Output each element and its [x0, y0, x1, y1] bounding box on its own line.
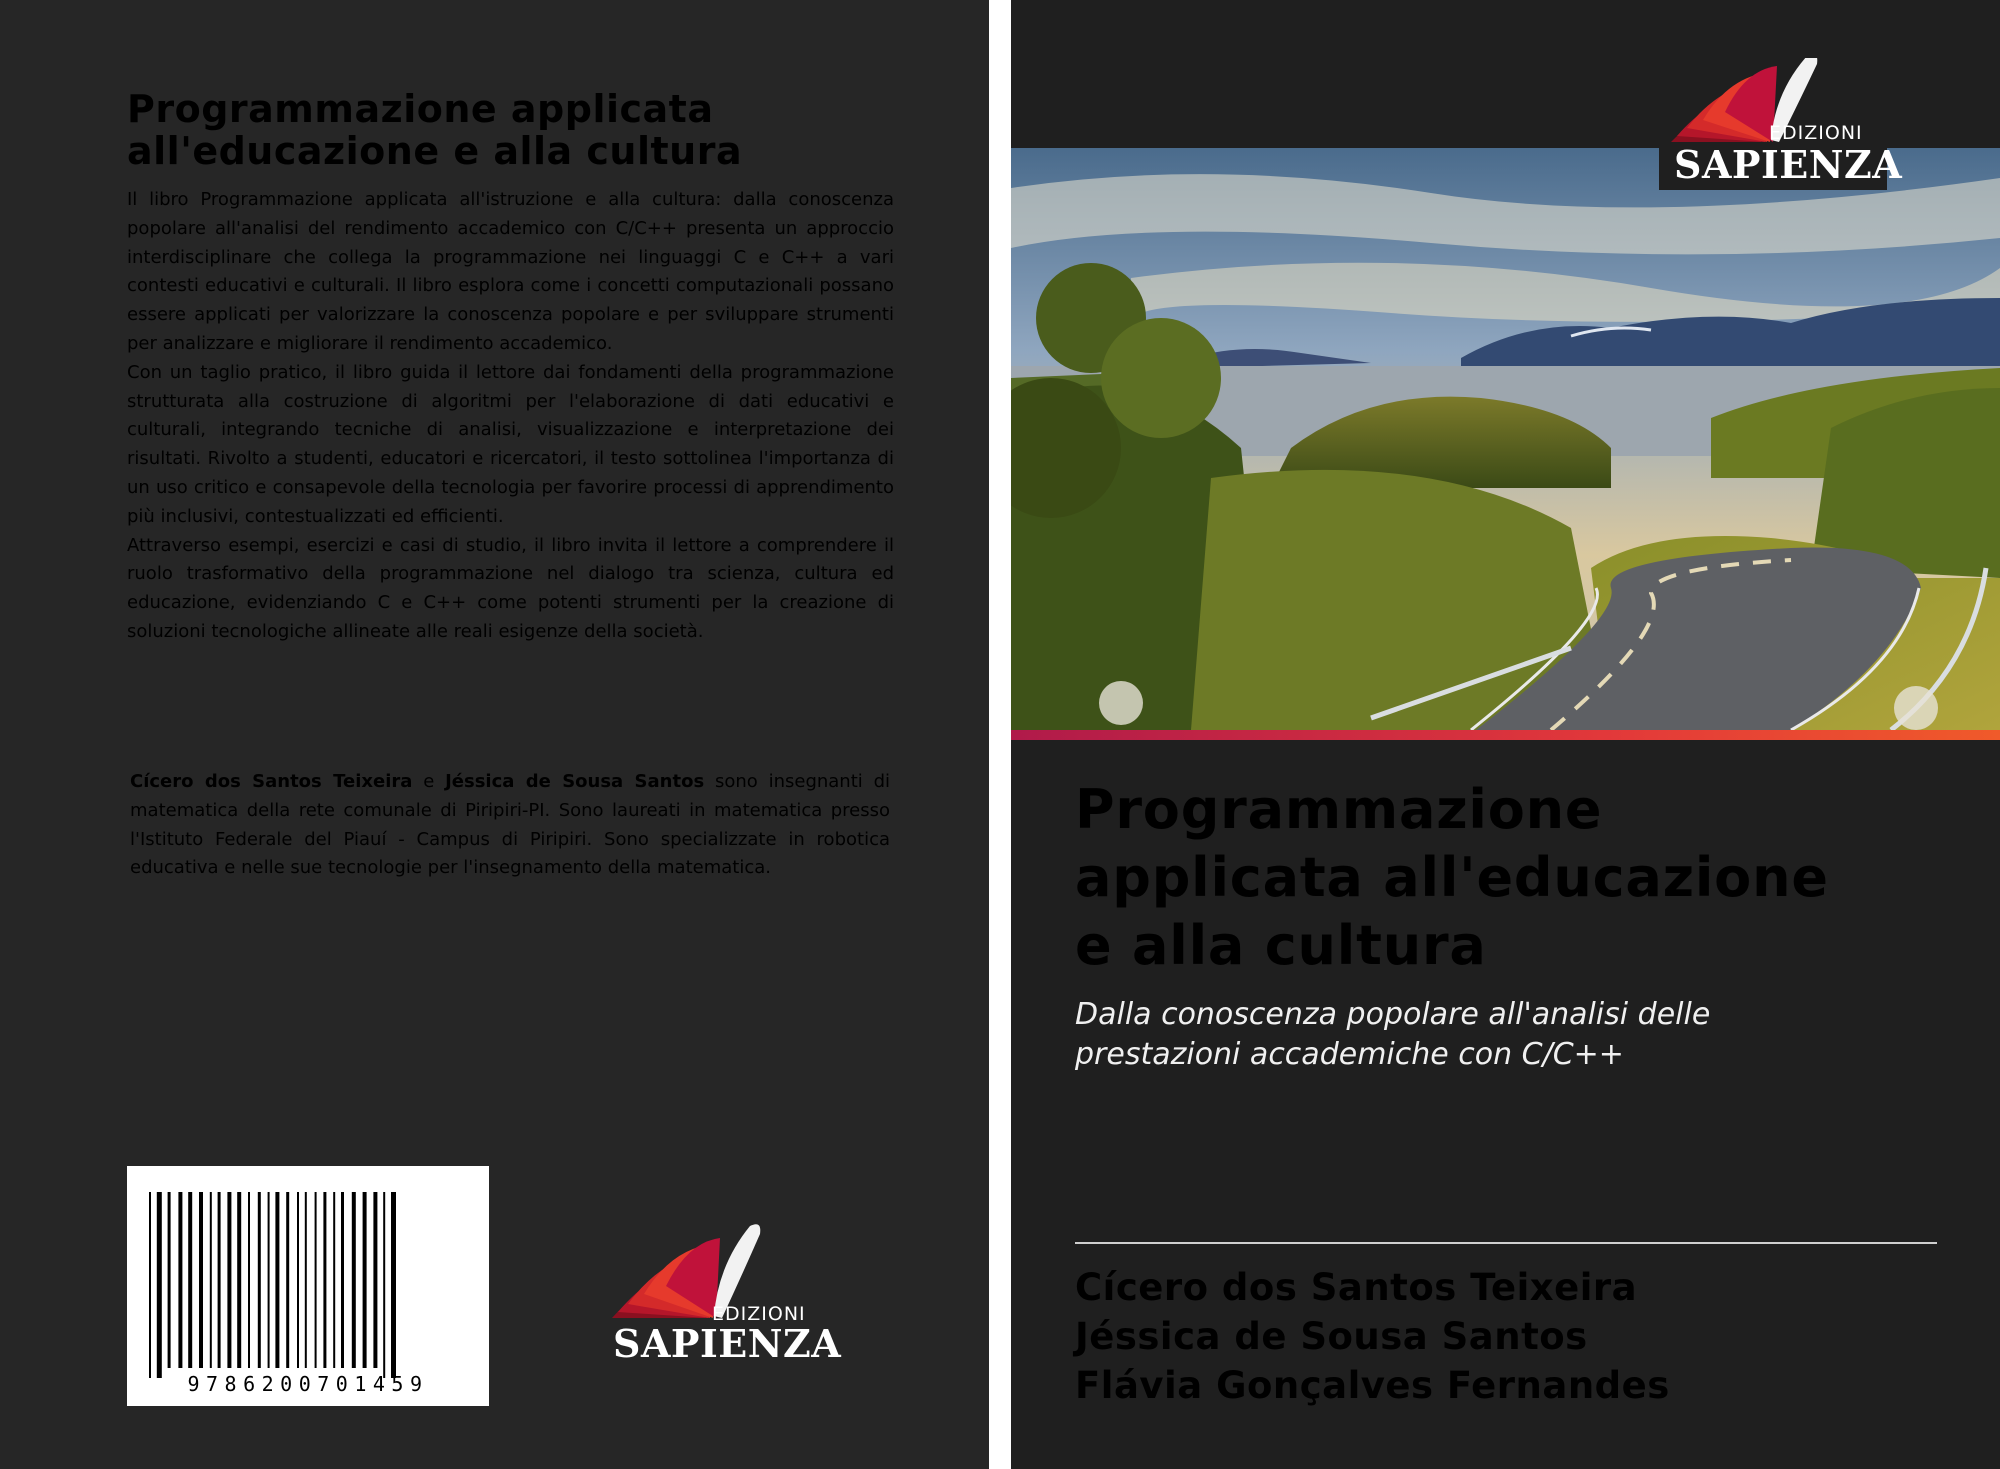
barcode-bar — [258, 1192, 261, 1368]
author-bio — [130, 768, 890, 883]
description-paragraph-1: Il libro Programmazione applicata all'istruzione e alla cultura: dalla conoscenza popolare all'analisi del rendimento accademico con C/C++ presenta un approccio interdisciplinare che collega la programmazione nei linguaggi C e C++ a vari contesti educativi e culturali. Il libro esplora come i concetti computazionali possano essere applicati per valorizzare la conoscenza popolare e per sviluppare strumenti per analizzare e migliorare il rendimento accademico. — [127, 189, 894, 354]
author-bio-name-2: Jéssica de Sousa Santos — [445, 771, 705, 792]
author-bio-name-1: Cícero dos Santos Teixeira — [130, 771, 413, 792]
barcode-bar — [149, 1192, 151, 1378]
back-title-line-1: Programmazione applicata — [127, 87, 714, 131]
front-author-2: Jéssica de Sousa Santos — [1075, 1315, 1588, 1358]
logo-front-sapienza: SAPIENZA — [1674, 142, 1903, 187]
subtitle-line-1: Dalla conoscenza popolare all'analisi delle — [1075, 997, 1711, 1032]
barcode-bar — [333, 1192, 335, 1368]
barcode-bar — [157, 1192, 162, 1378]
isbn-digits: 9786200701459 — [187, 1372, 429, 1396]
barcode-bar — [341, 1192, 344, 1368]
publisher-logo-back — [600, 1220, 842, 1370]
barcode-bar — [275, 1192, 279, 1368]
logo-back-edizioni: EDIZIONI — [712, 1303, 806, 1325]
barcode-bar — [218, 1192, 221, 1368]
barcode-bars — [127, 1166, 489, 1406]
author-bio-text: sono insegnanti di matematica della rete comunale di Piripiri-PI. Sono laureati in matematica presso l'Istituto Federale del Piauí - Campus di Piripiri. Sono specializzate in robotica educativa e nelle sue tecnologie per l'insegnamento della matematica. — [130, 771, 891, 879]
logo-front-edizioni: EDIZIONI — [1769, 122, 1863, 144]
logo-back-sapienza: SAPIENZA — [613, 1321, 842, 1366]
barcode-bar — [363, 1192, 367, 1368]
barcode-bar — [305, 1192, 307, 1368]
barcode-bar — [268, 1192, 270, 1368]
barcode-bar — [373, 1192, 377, 1368]
barcode-bar — [178, 1192, 182, 1368]
barcode-bar — [168, 1192, 171, 1368]
barcode-bar — [391, 1192, 396, 1378]
front-cover-title — [1075, 776, 1955, 980]
back-title-line-2: all'educazione e alla cultura — [127, 129, 743, 173]
front-author-3: Flávia Gonçalves Fernandes — [1075, 1364, 1670, 1407]
front-title-line-2: applicata all'educazione — [1075, 846, 1829, 909]
accent-color-bar — [1011, 730, 2000, 740]
front-title-line-1: Programmazione — [1075, 778, 1603, 841]
barcode-bar — [352, 1192, 356, 1368]
front-author-1: Cícero dos Santos Teixeira — [1075, 1266, 1638, 1309]
description-paragraph-3: Attraverso esempi, esercizi e casi di studio, il libro invita il lettore a comprendere il ruolo trasformativo della programmazione nel dialogo tra scienza, cultura ed educazione, evidenziando C e C++ come potenti strumenti per la creazione di soluzioni tecnologiche allineate alle reali esigenze della società. — [127, 534, 894, 642]
author-bio-connector: e — [412, 771, 446, 792]
barcode-bar — [297, 1192, 299, 1368]
barcode-bar — [237, 1192, 241, 1368]
cover-photo-landscape — [1011, 148, 2000, 730]
front-cover-subtitle — [1075, 995, 1955, 1075]
description-paragraph-2: Con un taglio pratico, il libro guida il lettore dai fondamenti della programmazione strutturata alla costruzione di algoritmi per l'elaborazione di dati educativi e culturali, integrando tecniche di analisi, visualizzazione e interpretazione dei risultati. Rivolto a studenti, educatori e ricercatori, il testo sottolinea l'importanza di un uso critico e consapevole della tecnologia per favorire processi di apprendimento più inclusivi, contestualizzati ed efficienti. — [127, 361, 894, 527]
barcode-bar — [227, 1192, 231, 1368]
back-cover-title — [127, 88, 887, 172]
spine-gap — [989, 0, 1011, 1469]
front-title-line-3: e alla cultura — [1075, 914, 1487, 977]
barcode-bar — [315, 1192, 317, 1368]
barcode-bar — [199, 1192, 203, 1368]
back-cover-description — [127, 186, 894, 647]
barcode-bar — [323, 1192, 326, 1368]
publisher-logo-front — [1659, 58, 1903, 190]
barcode-bar — [188, 1192, 192, 1368]
road-landscape-illustration — [1011, 148, 2000, 730]
barcode-bar — [210, 1192, 212, 1368]
barcode-bar — [248, 1192, 250, 1368]
subtitle-line-2: prestazioni accademiche con C/C++ — [1075, 1037, 1624, 1072]
barcode-bar — [286, 1192, 289, 1368]
barcode-bar — [383, 1192, 385, 1378]
isbn-barcode — [127, 1166, 489, 1406]
author-divider — [1075, 1242, 1937, 1244]
